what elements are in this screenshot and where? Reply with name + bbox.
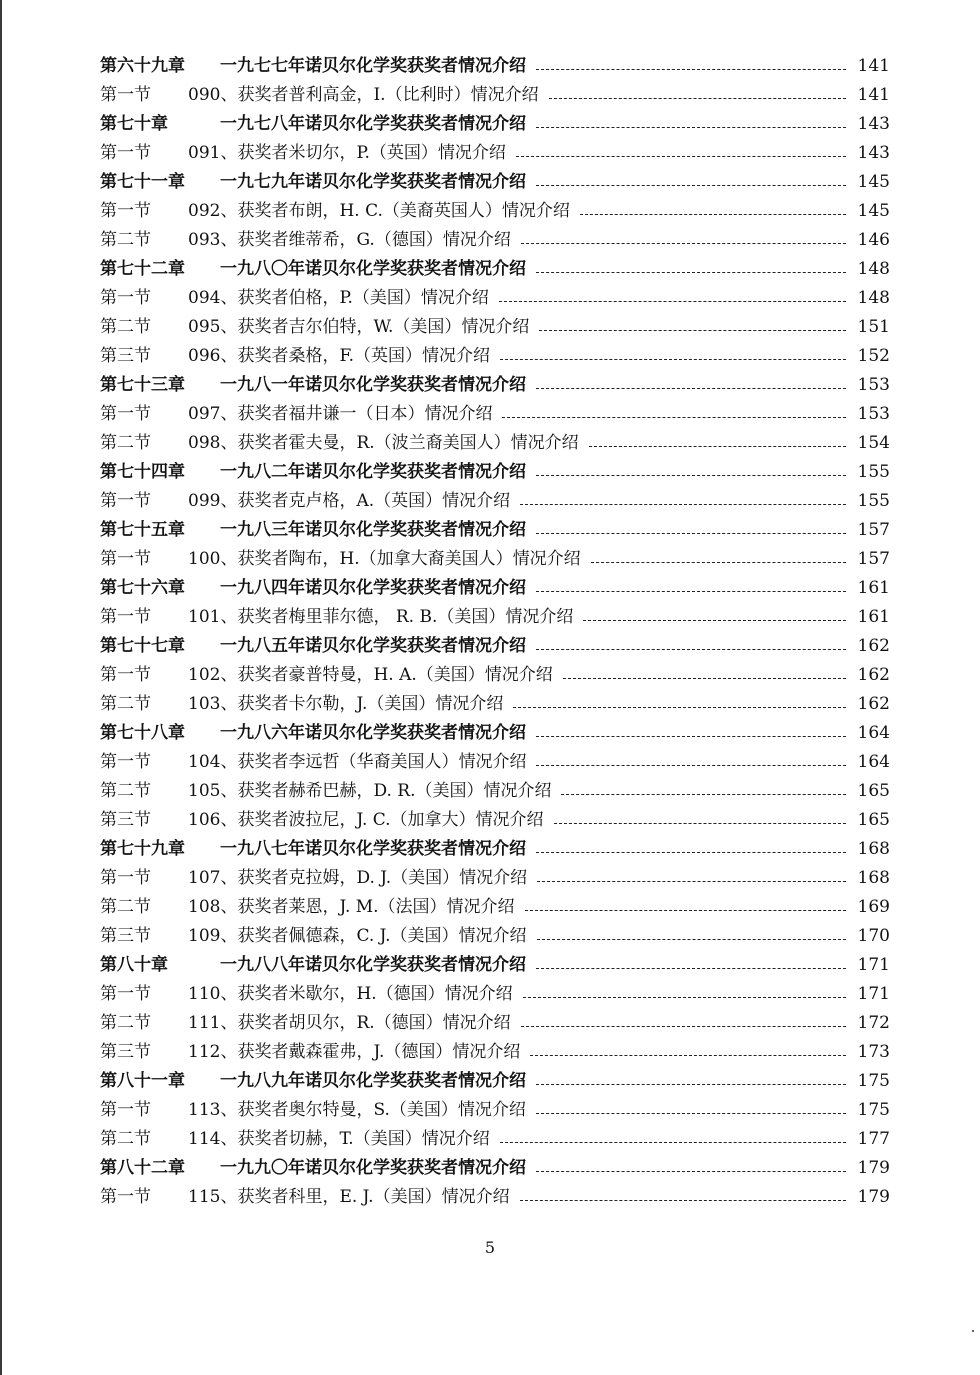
toc-entry-page: 164 [857, 752, 890, 772]
toc-entry-label: 第二节 [100, 781, 151, 801]
toc-chapter-row [100, 632, 890, 661]
toc-entry-title: 一九八三年诺贝尔化学奖获奖者情况介绍 [220, 520, 526, 540]
toc-entry-label: 第七十三章 [100, 375, 185, 395]
toc-entry-title: 106、获奖者波拉尼，J. C.（加拿大）情况介绍 [188, 810, 544, 830]
toc-entry-title: 一九八八年诺贝尔化学奖获奖者情况介绍 [220, 955, 526, 975]
toc-entry-title: 一九七九年诺贝尔化学奖获奖者情况介绍 [220, 172, 526, 192]
toc-entry-label: 第一节 [100, 491, 151, 511]
toc-entry-page: 157 [857, 549, 890, 569]
toc-section-row [100, 893, 890, 922]
toc-entry-page: 155 [857, 462, 890, 482]
dotted-leader [521, 243, 846, 244]
toc-entry-label: 第七十五章 [100, 520, 185, 540]
toc-entry-title: 097、获奖者福井谦一（日本）情况介绍 [188, 404, 493, 424]
dotted-leader [554, 823, 846, 824]
toc-section-row [100, 690, 890, 719]
toc-entry-label: 第二节 [100, 694, 151, 714]
toc-section-row [100, 284, 890, 313]
dotted-leader [536, 968, 846, 969]
toc-section-row [100, 777, 890, 806]
dotted-leader [563, 678, 846, 679]
toc-entry-label: 第二节 [100, 1013, 151, 1033]
toc-entry-page: 179 [857, 1158, 890, 1178]
toc-entry-page: 171 [857, 955, 890, 975]
toc-entry-title: 一九八九年诺贝尔化学奖获奖者情况介绍 [220, 1071, 526, 1091]
toc-entry-page: 141 [857, 85, 890, 105]
toc-entry-title: 094、获奖者伯格，P.（美国）情况介绍 [188, 288, 489, 308]
toc-entry-page: 152 [857, 346, 890, 366]
toc-section-row [100, 980, 890, 1009]
dotted-leader [523, 997, 846, 998]
toc-entry-title: 105、获奖者赫希巴赫，D. R.（美国）情况介绍 [188, 781, 552, 801]
toc-chapter-row [100, 951, 890, 980]
toc-entry-title: 090、获奖者普利高金，I.（比利时）情况介绍 [188, 85, 539, 105]
toc-chapter-row [100, 458, 890, 487]
dotted-leader [499, 301, 846, 302]
toc-entry-label: 第二节 [100, 1129, 151, 1149]
dotted-leader [520, 504, 846, 505]
toc-entry-label: 第一节 [100, 404, 151, 424]
toc-entry-page: 177 [857, 1129, 890, 1149]
toc-chapter-row [100, 1067, 890, 1096]
toc-section-row [100, 429, 890, 458]
scan-speck [972, 1330, 974, 1332]
toc-entry-title: 104、获奖者李远哲（华裔美国人）情况介绍 [188, 752, 527, 772]
dotted-leader [536, 852, 846, 853]
toc-entry-page: 157 [857, 520, 890, 540]
toc-chapter-row [100, 371, 890, 400]
toc-entry-page: 175 [857, 1100, 890, 1120]
toc-entry-label: 第一节 [100, 85, 151, 105]
toc-entry-label: 第一节 [100, 665, 151, 685]
toc-section-row [100, 1038, 890, 1067]
toc-entry-page: 151 [857, 317, 890, 337]
toc-section-row [100, 748, 890, 777]
dotted-leader [537, 939, 846, 940]
dotted-leader [561, 794, 846, 795]
toc-section-row [100, 1183, 890, 1212]
toc-section-row [100, 197, 890, 226]
toc-section-row [100, 545, 890, 574]
toc-entry-page: 143 [857, 143, 890, 163]
dotted-leader [520, 1200, 846, 1201]
toc-section-row [100, 226, 890, 255]
toc-chapter-row [100, 835, 890, 864]
toc-entry-title: 一九七七年诺贝尔化学奖获奖者情况介绍 [220, 56, 526, 76]
toc-entry-page: 141 [857, 56, 890, 76]
toc-entry-label: 第八十章 [100, 955, 168, 975]
toc-entry-page: 154 [857, 433, 890, 453]
toc-chapter-row [100, 719, 890, 748]
toc-entry-title: 101、获奖者梅里菲尔德， R. B.（美国）情况介绍 [188, 607, 574, 627]
dotted-leader [536, 127, 846, 128]
dotted-leader [513, 707, 846, 708]
toc-entry-label: 第一节 [100, 288, 151, 308]
toc-section-row [100, 661, 890, 690]
toc-entry-label: 第七十四章 [100, 462, 185, 482]
dotted-leader [536, 1084, 846, 1085]
toc-entry-title: 110、获奖者米歇尔，H.（德国）情况介绍 [188, 984, 513, 1004]
toc-entry-title: 103、获奖者卡尔勒，J.（美国）情况介绍 [188, 694, 504, 714]
toc-entry-title: 096、获奖者桑格，F.（英国）情况介绍 [188, 346, 490, 366]
toc-entry-label: 第一节 [100, 984, 151, 1004]
toc-entry-label: 第七十章 [100, 114, 168, 134]
dotted-leader [521, 1026, 846, 1027]
toc-entry-label: 第七十一章 [100, 172, 185, 192]
toc-entry-title: 一九八六年诺贝尔化学奖获奖者情况介绍 [220, 723, 526, 743]
toc-entry-title: 108、获奖者莱恩，J. M.（法国）情况介绍 [188, 897, 515, 917]
toc-entry-page: 162 [857, 636, 890, 656]
toc-section-row [100, 603, 890, 632]
toc-entry-label: 第七十八章 [100, 723, 185, 743]
toc-entry-label: 第七十七章 [100, 636, 185, 656]
dotted-leader [536, 533, 846, 534]
dotted-leader [500, 1142, 846, 1143]
toc-entry-page: 146 [857, 230, 890, 250]
toc-entry-page: 145 [857, 201, 890, 221]
toc-chapter-row [100, 1154, 890, 1183]
toc-entry-label: 第一节 [100, 143, 151, 163]
toc-entry-page: 168 [857, 868, 890, 888]
scan-left-edge [0, 0, 2, 1375]
toc-entry-label: 第一节 [100, 752, 151, 772]
toc-entry-page: 173 [857, 1042, 890, 1062]
toc-entry-label: 第七十六章 [100, 578, 185, 598]
toc-entry-page: 168 [857, 839, 890, 859]
toc-entry-title: 109、获奖者佩德森，C. J.（美国）情况介绍 [188, 926, 527, 946]
toc-entry-page: 148 [857, 288, 890, 308]
toc-entry-label: 第八十二章 [100, 1158, 185, 1178]
toc-entry-title: 091、获奖者米切尔，P.（英国）情况介绍 [188, 143, 506, 163]
dotted-leader [536, 69, 846, 70]
toc-entry-page: 162 [857, 694, 890, 714]
toc-entry-title: 111、获奖者胡贝尔，R.（德国）情况介绍 [188, 1013, 511, 1033]
dotted-leader [591, 562, 846, 563]
dotted-leader [516, 156, 846, 157]
dotted-leader [536, 185, 846, 186]
toc-entry-title: 100、获奖者陶布，H.（加拿大裔美国人）情况介绍 [188, 549, 581, 569]
toc-section-row [100, 922, 890, 951]
toc-entry-title: 098、获奖者霍夫曼，R.（波兰裔美国人）情况介绍 [188, 433, 579, 453]
toc-entry-page: 165 [857, 810, 890, 830]
dotted-leader [525, 910, 846, 911]
dotted-leader [530, 1055, 846, 1056]
toc-entry-label: 第七十九章 [100, 839, 185, 859]
toc-chapter-row [100, 110, 890, 139]
dotted-leader [549, 98, 846, 99]
toc-entry-page: 170 [857, 926, 890, 946]
toc-entry-page: 153 [857, 404, 890, 424]
dotted-leader [537, 881, 846, 882]
toc-entry-label: 第八十一章 [100, 1071, 185, 1091]
toc-entry-title: 113、获奖者奥尔特曼，S.（美国）情况介绍 [188, 1100, 526, 1120]
toc-entry-page: 155 [857, 491, 890, 511]
toc-entry-page: 162 [857, 665, 890, 685]
dotted-leader [536, 765, 846, 766]
toc-chapter-row [100, 52, 890, 81]
toc-entry-label: 第一节 [100, 549, 151, 569]
toc-chapter-row [100, 255, 890, 284]
toc-section-row [100, 342, 890, 371]
dotted-leader [580, 214, 846, 215]
toc-entry-label: 第一节 [100, 201, 151, 221]
dotted-leader [536, 272, 846, 273]
toc-entry-page: 164 [857, 723, 890, 743]
page-number: 5 [484, 1238, 496, 1257]
toc-entry-title: 一九八四年诺贝尔化学奖获奖者情况介绍 [220, 578, 526, 598]
dotted-leader [536, 475, 846, 476]
toc-entry-page: 169 [857, 897, 890, 917]
toc-entry-page: 143 [857, 114, 890, 134]
toc-entry-label: 第二节 [100, 897, 151, 917]
toc-entry-label: 第一节 [100, 1100, 151, 1120]
toc-entry-label: 第三节 [100, 1042, 151, 1062]
toc-entry-page: 145 [857, 172, 890, 192]
dotted-leader [500, 359, 846, 360]
toc-entry-title: 一九八〇年诺贝尔化学奖获奖者情况介绍 [220, 259, 526, 279]
dotted-leader [536, 1113, 846, 1114]
toc-entry-title: 107、获奖者克拉姆，D. J.（美国）情况介绍 [188, 868, 528, 888]
toc-entry-title: 115、获奖者科里，E. J.（美国）情况介绍 [188, 1187, 510, 1207]
toc-section-row [100, 864, 890, 893]
toc-chapter-row [100, 574, 890, 603]
toc-entry-title: 102、获奖者豪普特曼，H. A.（美国）情况介绍 [188, 665, 553, 685]
toc-chapter-row [100, 168, 890, 197]
toc-entry-title: 093、获奖者维蒂希，G.（德国）情况介绍 [188, 230, 511, 250]
toc-entry-page: 179 [857, 1187, 890, 1207]
toc-entry-page: 165 [857, 781, 890, 801]
toc-chapter-row [100, 516, 890, 545]
toc-section-row [100, 400, 890, 429]
toc-section-row [100, 313, 890, 342]
toc-entry-label: 第三节 [100, 810, 151, 830]
toc-entry-label: 第二节 [100, 317, 151, 337]
dotted-leader [536, 1171, 846, 1172]
toc-entry-title: 095、获奖者吉尔伯特，W.（美国）情况介绍 [188, 317, 530, 337]
toc-entry-title: 112、获奖者戴森霍弗，J.（德国）情况介绍 [188, 1042, 521, 1062]
dotted-leader [536, 736, 846, 737]
toc-section-row [100, 806, 890, 835]
toc-entry-label: 第一节 [100, 607, 151, 627]
toc-entry-page: 175 [857, 1071, 890, 1091]
toc-section-row [100, 1096, 890, 1125]
dotted-leader [502, 417, 846, 418]
toc-entry-title: 一九八七年诺贝尔化学奖获奖者情况介绍 [220, 839, 526, 859]
toc-entry-label: 第一节 [100, 1187, 151, 1207]
toc-entry-title: 092、获奖者布朗，H. C.（美裔英国人）情况介绍 [188, 201, 570, 221]
toc-entry-label: 第三节 [100, 926, 151, 946]
toc-section-row [100, 1125, 890, 1154]
toc-entry-title: 一九八一年诺贝尔化学奖获奖者情况介绍 [220, 375, 526, 395]
dotted-leader [589, 446, 846, 447]
toc-section-row [100, 139, 890, 168]
dotted-leader [536, 591, 846, 592]
toc-entry-title: 114、获奖者切赫，T.（美国）情况介绍 [188, 1129, 490, 1149]
dotted-leader [583, 620, 846, 621]
toc-entry-label: 第七十二章 [100, 259, 185, 279]
table-of-contents [100, 52, 890, 1212]
toc-entry-title: 一九八二年诺贝尔化学奖获奖者情况介绍 [220, 462, 526, 482]
toc-entry-label: 第六十九章 [100, 56, 185, 76]
toc-entry-label: 第二节 [100, 230, 151, 250]
dotted-leader [536, 388, 846, 389]
toc-entry-label: 第一节 [100, 868, 151, 888]
toc-entry-page: 148 [857, 259, 890, 279]
toc-entry-page: 172 [857, 1013, 890, 1033]
toc-entry-title: 一九八五年诺贝尔化学奖获奖者情况介绍 [220, 636, 526, 656]
toc-entry-page: 153 [857, 375, 890, 395]
toc-section-row [100, 81, 890, 110]
toc-entry-label: 第二节 [100, 433, 151, 453]
toc-entry-page: 161 [857, 578, 890, 598]
toc-section-row [100, 1009, 890, 1038]
toc-entry-page: 171 [857, 984, 890, 1004]
toc-entry-title: 一九九〇年诺贝尔化学奖获奖者情况介绍 [220, 1158, 526, 1178]
toc-entry-page: 161 [857, 607, 890, 627]
toc-entry-title: 一九七八年诺贝尔化学奖获奖者情况介绍 [220, 114, 526, 134]
toc-entry-title: 099、获奖者克卢格，A.（英国）情况介绍 [188, 491, 511, 511]
toc-section-row [100, 487, 890, 516]
dotted-leader [536, 649, 846, 650]
dotted-leader [539, 330, 846, 331]
toc-entry-label: 第三节 [100, 346, 151, 366]
